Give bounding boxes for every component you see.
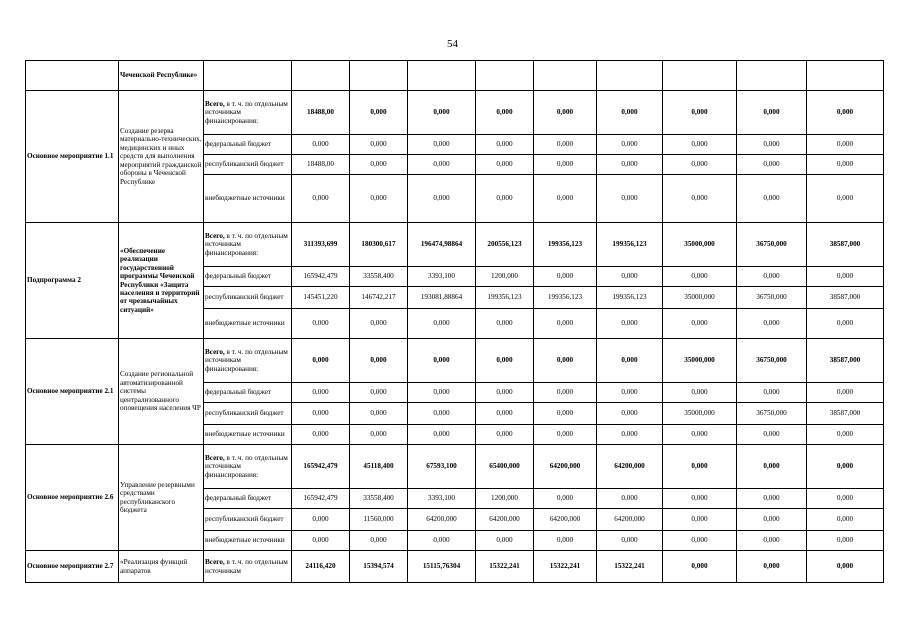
source-label: в т. ч. по отдельным источникам: [205, 558, 288, 575]
source-cell: [204, 287, 292, 309]
event-cell: [26, 61, 119, 91]
value-cell: 38587,000: [807, 287, 884, 309]
value-cell: 0,000: [350, 135, 408, 155]
source-label: республиканский бюджет: [205, 160, 284, 169]
value-cell: 0,000: [350, 309, 408, 339]
empty-cell: [350, 61, 408, 91]
value-cell: 0,000: [663, 135, 737, 155]
value-cell: 67593,100: [408, 445, 476, 489]
value-cell: 0,000: [597, 383, 663, 403]
value-cell: 35000,000: [663, 339, 737, 383]
value-cell: 0,000: [807, 155, 884, 175]
value-cell: 180300,617: [350, 223, 408, 267]
description-cell: «Обеспечение реализации государственной программы Чеченской Республики «Защита населения и территорий от чрезвычайных ситуаций»: [119, 223, 204, 339]
value-cell: 0,000: [534, 531, 597, 551]
value-cell: 0,000: [737, 489, 807, 509]
value-cell: 0,000: [737, 551, 807, 583]
source-label: федеральный бюджет: [205, 388, 272, 397]
value-cell: 165942,479: [292, 489, 350, 509]
value-cell: 199356,123: [597, 223, 663, 267]
value-cell: 0,000: [534, 339, 597, 383]
value-cell: 0,000: [663, 175, 737, 223]
value-cell: 0,000: [807, 489, 884, 509]
value-cell: 196474,98864: [408, 223, 476, 267]
value-cell: 0,000: [292, 135, 350, 155]
source-cell: [204, 91, 292, 135]
value-cell: 0,000: [476, 383, 534, 403]
value-cell: 0,000: [350, 339, 408, 383]
value-cell: 0,000: [737, 509, 807, 531]
value-cell: 0,000: [737, 531, 807, 551]
value-cell: 64200,000: [534, 509, 597, 531]
value-cell: 3393,100: [408, 489, 476, 509]
description-cell: «Реализация функций аппаратов: [119, 551, 204, 583]
source-cell: [204, 403, 292, 425]
value-cell: 0,000: [737, 91, 807, 135]
source-label: в т. ч. по отдельным источникам финансирования:: [205, 231, 288, 257]
source-label: республиканский бюджет: [205, 409, 284, 418]
source-cell: [204, 223, 292, 267]
description-cell: Создание региональной автоматизированной системы централизованного оповещения населения ЧР: [119, 339, 204, 445]
source-cell: [204, 383, 292, 403]
value-cell: 18488,00: [292, 91, 350, 135]
value-cell: 0,000: [807, 267, 884, 287]
value-cell: 0,000: [408, 155, 476, 175]
empty-cell: [597, 61, 663, 91]
value-cell: 0,000: [534, 383, 597, 403]
value-cell: 65400,000: [476, 445, 534, 489]
source-cell: [204, 551, 292, 583]
value-cell: 0,000: [292, 509, 350, 531]
value-cell: 45118,400: [350, 445, 408, 489]
value-cell: 0,000: [807, 135, 884, 155]
value-cell: 11560,000: [350, 509, 408, 531]
value-cell: 15322,241: [534, 551, 597, 583]
source-cell: [204, 489, 292, 509]
value-cell: 0,000: [534, 267, 597, 287]
value-cell: 0,000: [807, 175, 884, 223]
value-cell: 0,000: [663, 383, 737, 403]
value-cell: 0,000: [534, 175, 597, 223]
value-cell: 0,000: [597, 489, 663, 509]
value-cell: 0,000: [408, 339, 476, 383]
source-cell: [204, 175, 292, 223]
value-cell: 36750,000: [737, 287, 807, 309]
empty-cell: [737, 61, 807, 91]
value-cell: 0,000: [292, 175, 350, 223]
value-cell: 165942,479: [292, 267, 350, 287]
value-cell: 0,000: [534, 155, 597, 175]
value-cell: 0,000: [408, 135, 476, 155]
value-cell: 0,000: [292, 309, 350, 339]
value-cell: 0,000: [292, 339, 350, 383]
value-cell: 0,000: [408, 383, 476, 403]
empty-cell: [663, 61, 737, 91]
value-cell: 15322,241: [476, 551, 534, 583]
value-cell: 0,000: [350, 175, 408, 223]
source-label: федеральный бюджет: [205, 140, 272, 149]
value-cell: 0,000: [476, 531, 534, 551]
value-cell: 0,000: [597, 531, 663, 551]
source-cell: [204, 425, 292, 445]
source-label: федеральный бюджет: [205, 494, 272, 503]
description-cell: Чеченской Республике»: [119, 61, 204, 91]
event-cell: Основное мероприятие 2.7: [26, 551, 119, 583]
event-cell: Подпрограмма 2: [26, 223, 119, 339]
table-row: [26, 223, 884, 267]
value-cell: 0,000: [292, 425, 350, 445]
value-cell: 0,000: [597, 403, 663, 425]
value-cell: 0,000: [534, 135, 597, 155]
value-cell: 3393,100: [408, 267, 476, 287]
value-cell: 0,000: [737, 267, 807, 287]
value-cell: 0,000: [350, 383, 408, 403]
value-cell: 0,000: [350, 155, 408, 175]
value-cell: 33558,400: [350, 489, 408, 509]
value-cell: 0,000: [807, 91, 884, 135]
value-cell: 0,000: [292, 531, 350, 551]
value-cell: 0,000: [737, 135, 807, 155]
value-cell: 0,000: [597, 91, 663, 135]
value-cell: 0,000: [737, 425, 807, 445]
event-cell: Основное мероприятие 2.1: [26, 339, 119, 445]
table-row: [26, 551, 884, 583]
value-cell: 64200,000: [408, 509, 476, 531]
value-cell: 311393,699: [292, 223, 350, 267]
value-cell: 0,000: [663, 531, 737, 551]
value-cell: 199356,123: [534, 287, 597, 309]
value-cell: 0,000: [350, 425, 408, 445]
value-cell: 0,000: [597, 267, 663, 287]
value-cell: 0,000: [663, 489, 737, 509]
value-cell: 38587,000: [807, 339, 884, 383]
value-cell: 0,000: [807, 509, 884, 531]
empty-cell: [476, 61, 534, 91]
value-cell: 0,000: [534, 309, 597, 339]
source-cell: [204, 309, 292, 339]
value-cell: 0,000: [476, 175, 534, 223]
value-cell: 0,000: [408, 403, 476, 425]
value-cell: 1200,000: [476, 267, 534, 287]
value-cell: 0,000: [807, 425, 884, 445]
value-cell: 0,000: [350, 403, 408, 425]
source-label: в т. ч. по отдельным источникам финансирования:: [205, 453, 288, 479]
value-cell: 0,000: [597, 339, 663, 383]
value-cell: 0,000: [476, 155, 534, 175]
value-cell: 35000,000: [663, 223, 737, 267]
value-cell: 0,000: [476, 91, 534, 135]
value-cell: 0,000: [408, 175, 476, 223]
value-cell: 18488,00: [292, 155, 350, 175]
empty-cell: [408, 61, 476, 91]
value-cell: 200556,123: [476, 223, 534, 267]
event-cell: Основное мероприятие 2.6: [26, 445, 119, 551]
value-cell: 0,000: [476, 135, 534, 155]
empty-cell: [292, 61, 350, 91]
value-cell: 0,000: [737, 175, 807, 223]
continuation-row: [26, 61, 884, 91]
value-cell: 146742,217: [350, 287, 408, 309]
source-cell: [204, 531, 292, 551]
table-body: [26, 61, 884, 583]
value-cell: 0,000: [597, 309, 663, 339]
value-cell: 0,000: [534, 403, 597, 425]
value-cell: 0,000: [350, 531, 408, 551]
value-cell: 36750,000: [737, 339, 807, 383]
source-label: федеральный бюджет: [205, 272, 272, 281]
source-cell: [204, 445, 292, 489]
source-cell: [204, 155, 292, 175]
value-cell: 0,000: [292, 403, 350, 425]
value-cell: 35000,000: [663, 403, 737, 425]
source-label: республиканский бюджет: [205, 293, 284, 302]
source-label: внебюджетные источники: [205, 194, 285, 203]
value-cell: 0,000: [534, 489, 597, 509]
value-cell: 199356,123: [534, 223, 597, 267]
table-row: [26, 339, 884, 383]
source-label: внебюджетные источники: [205, 430, 285, 439]
value-cell: 0,000: [807, 551, 884, 583]
value-cell: 24116,420: [292, 551, 350, 583]
value-cell: 0,000: [534, 91, 597, 135]
source-label: в т. ч. по отдельным источникам финансирования:: [205, 347, 288, 373]
value-cell: 0,000: [807, 445, 884, 489]
value-cell: 0,000: [737, 309, 807, 339]
value-cell: 0,000: [476, 309, 534, 339]
value-cell: 199356,123: [597, 287, 663, 309]
value-cell: 0,000: [807, 383, 884, 403]
value-cell: 0,000: [807, 309, 884, 339]
value-cell: 0,000: [597, 175, 663, 223]
value-cell: 0,000: [737, 383, 807, 403]
value-cell: 64200,000: [534, 445, 597, 489]
value-cell: 0,000: [597, 135, 663, 155]
value-cell: 0,000: [534, 425, 597, 445]
source-total-label: Всего,: [205, 231, 225, 240]
value-cell: 33558,400: [350, 267, 408, 287]
empty-cell: [204, 61, 292, 91]
value-cell: 64200,000: [597, 445, 663, 489]
page-number: 54: [447, 38, 458, 50]
value-cell: 38587,000: [807, 403, 884, 425]
source-label: внебюджетные источники: [205, 536, 285, 545]
value-cell: 0,000: [663, 425, 737, 445]
value-cell: 15322,241: [597, 551, 663, 583]
source-cell: [204, 135, 292, 155]
value-cell: 0,000: [408, 531, 476, 551]
description-cell: Создание резерва материально-технических, медицинских и иных средств для выполнения мероприятий гражданской обороны в Чеченской Республике: [119, 91, 204, 223]
source-cell: [204, 509, 292, 531]
value-cell: 0,000: [408, 91, 476, 135]
table-row: [26, 91, 884, 135]
source-total-label: Всего,: [205, 558, 225, 567]
value-cell: 0,000: [737, 155, 807, 175]
source-total-label: Всего,: [205, 347, 225, 356]
value-cell: 0,000: [408, 309, 476, 339]
value-cell: 0,000: [350, 91, 408, 135]
table-row: [26, 445, 884, 489]
source-label: в т. ч. по отдельным источникам финансирования:: [205, 99, 288, 125]
value-cell: 38587,000: [807, 223, 884, 267]
source-label: республиканский бюджет: [205, 515, 284, 524]
value-cell: 145451,220: [292, 287, 350, 309]
value-cell: 0,000: [663, 445, 737, 489]
source-cell: [204, 339, 292, 383]
value-cell: 15115,76304: [408, 551, 476, 583]
value-cell: 0,000: [476, 403, 534, 425]
value-cell: 0,000: [663, 509, 737, 531]
value-cell: 0,000: [663, 551, 737, 583]
value-cell: 199356,123: [476, 287, 534, 309]
value-cell: 0,000: [597, 155, 663, 175]
value-cell: 0,000: [663, 309, 737, 339]
source-total-label: Всего,: [205, 99, 225, 108]
value-cell: 36750,000: [737, 403, 807, 425]
source-label: внебюджетные источники: [205, 319, 285, 328]
empty-cell: [534, 61, 597, 91]
value-cell: 0,000: [737, 445, 807, 489]
value-cell: 35000,000: [663, 287, 737, 309]
value-cell: 0,000: [807, 531, 884, 551]
value-cell: 64200,000: [597, 509, 663, 531]
value-cell: 0,000: [476, 339, 534, 383]
source-cell: [204, 267, 292, 287]
description-cell: Управление резервными средствами республиканского бюджета: [119, 445, 204, 551]
value-cell: 0,000: [597, 425, 663, 445]
value-cell: 1200,000: [476, 489, 534, 509]
value-cell: 0,000: [663, 91, 737, 135]
value-cell: 64200,000: [476, 509, 534, 531]
value-cell: 193081,88864: [408, 287, 476, 309]
value-cell: 0,000: [476, 425, 534, 445]
value-cell: 0,000: [663, 155, 737, 175]
event-cell: Основное мероприятие 1.1: [26, 91, 119, 223]
value-cell: 165942,479: [292, 445, 350, 489]
value-cell: 0,000: [292, 383, 350, 403]
source-total-label: Всего,: [205, 453, 225, 462]
value-cell: 15394,574: [350, 551, 408, 583]
value-cell: 36750,000: [737, 223, 807, 267]
value-cell: 0,000: [663, 267, 737, 287]
value-cell: 0,000: [408, 425, 476, 445]
budget-table: [25, 60, 884, 583]
empty-cell: [807, 61, 884, 91]
